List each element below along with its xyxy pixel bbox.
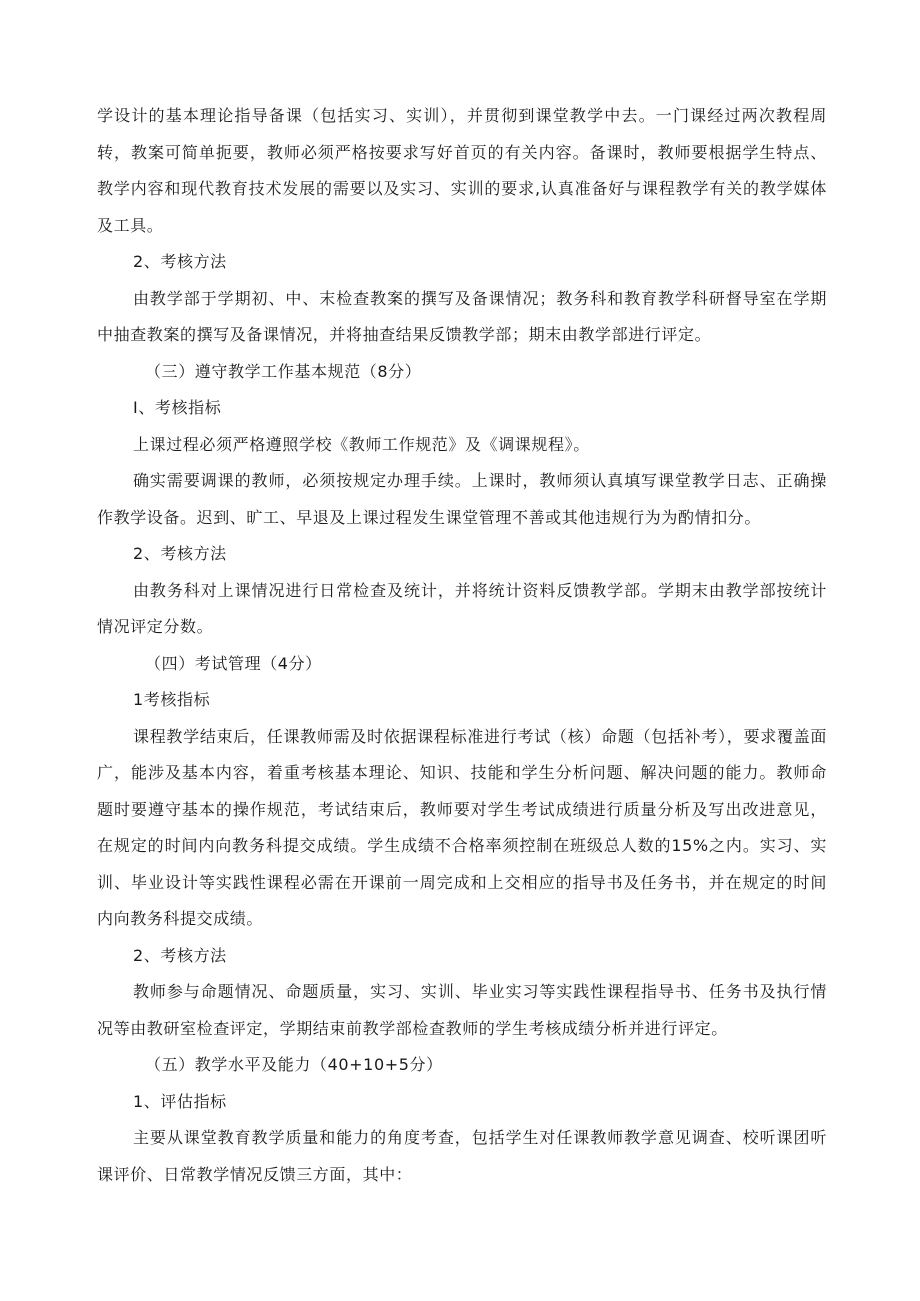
section-heading-exam-management: （四）考试管理（4分） xyxy=(145,653,322,673)
heading-assessment-method: 2、考核方法 xyxy=(133,252,227,271)
paragraph-exam-evaluation: 教师参与命题情况、命题质量，实习、实训、毕业实习等实践性课程指导书、任务书及执行情况等由教研室检查评定，学期结束前教学部检查教师的学生考核成绩分析并进行评定。 xyxy=(97,982,827,1038)
heading-assessment-method: 2、考核方法 xyxy=(133,544,227,563)
paragraph-lesson-prep: 学设计的基本理论指导备课（包括实习、实训），并贯彻到课堂教学中去。一门课经过两次教程周转，教案可简单扼要，教师必须严格按要求写好首页的有关内容。备课时，教师要根据学生特点、教学内容和现代教育技术发展的需要以及实习、实训的要求,认真准备好与课程教学有关的教学媒体及工具。 xyxy=(97,106,827,235)
section-heading-teaching-norms: （三）遵守教学工作基本规范（8分） xyxy=(145,361,422,381)
document-body xyxy=(97,98,827,1193)
section-heading-teaching-ability: （五）教学水平及能力（40+10+5分） xyxy=(145,1055,443,1074)
paragraph-teaching-quality: 主要从课堂教育教学质量和能力的角度考查，包括学生对任课教师教学意见调查、校听课团听课评价、日常教学情况反馈三方面，其中： xyxy=(97,1128,827,1184)
paragraph-class-rules: 上课过程必须严格遵照学校《教师工作规范》及《调课规程》。 xyxy=(133,434,590,454)
paragraph-lesson-plan-check: 由教学部于学期初、中、末检查教案的撰写及备课情况；教务科和教育教学科研督导室在学期中抽查教案的撰写及备课情况，并将抽查结果反馈教学部；期末由教学部进行评定。 xyxy=(97,288,827,344)
heading-assessment-method: 2、考核方法 xyxy=(133,945,227,965)
heading-evaluation-indicator: 1、评估指标 xyxy=(133,1091,227,1111)
heading-assessment-indicator: I、考核指标 xyxy=(133,398,222,417)
heading-assessment-indicator: 1考核指标 xyxy=(133,690,211,709)
paragraph-exam-requirements: 课程教学结束后，任课教师需及时依据课程标准进行考试（核）命题（包括补考），要求覆盖面广，能涉及基本内容，着重考核基本理论、知识、技能和学生分析问题、解决问题的能力。教师命题时要遵守基本的操作规范，考试结束后，教师要对学生考试成绩进行质量分析及写出改进意见，在规定的时间内向教务科提交成绩。学生成绩不合格率须控制在班级总人数的15%之内。实习、实训、毕业设计等实践性课程必需在开课前一周完成和上交相应的指导书及任务书，并在规定的时间内向教务科提交成绩。 xyxy=(97,726,827,928)
paragraph-class-inspection: 由教务科对上课情况进行日常检查及统计，并将统计资料反馈教学部。学期末由教学部按统计情况评定分数。 xyxy=(97,580,827,636)
paragraph-class-adjustment: 确实需要调课的教师，必须按规定办理手续。上课时，教师须认真填写课堂教学日志、正确操作教学设备。迟到、旷工、早退及上课过程发生课堂管理不善或其他违规行为为酌情扣分。 xyxy=(97,471,827,527)
